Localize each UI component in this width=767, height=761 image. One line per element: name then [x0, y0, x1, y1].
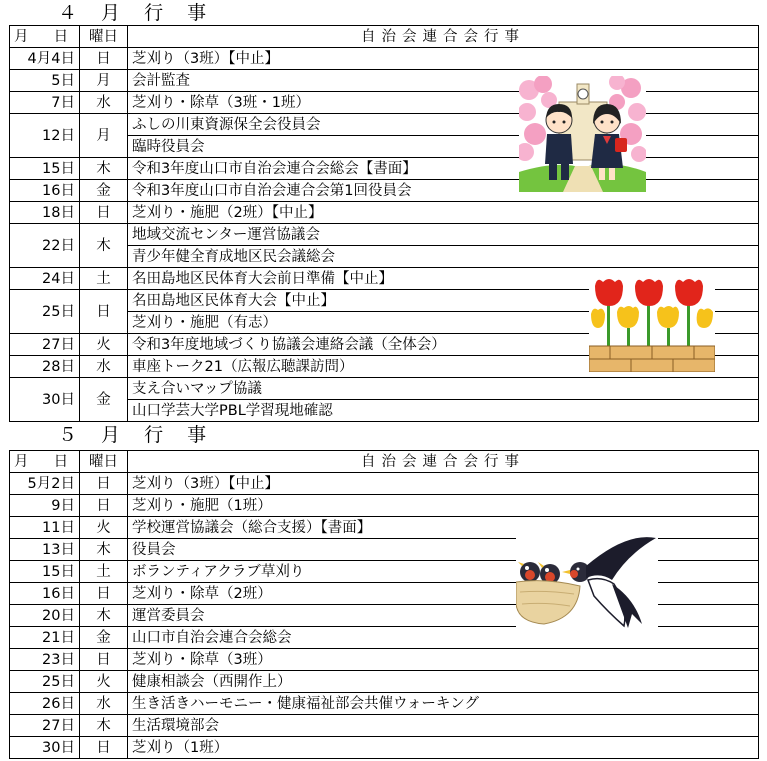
event-cell: 芝刈り・施肥（有志） [128, 312, 759, 334]
header-event: 自治会連合会行事 [128, 451, 759, 473]
weekday-cell: 水 [80, 356, 128, 378]
weekday-cell: 金 [80, 378, 128, 422]
header-date: 月 日 [10, 451, 80, 473]
weekday-cell: 火 [80, 517, 128, 539]
event-cell: 芝刈り・除草（2班） [128, 583, 759, 605]
event-cell: 支え合いマップ協議 [128, 378, 759, 400]
event-cell: 芝刈り（3班）【中止】 [128, 48, 759, 70]
weekday-cell: 日 [80, 48, 128, 70]
weekday-cell: 水 [80, 693, 128, 715]
weekday-cell: 木 [80, 224, 128, 268]
date-cell: 28日 [10, 356, 80, 378]
event-cell: 令和3年度地域づくり協議会連絡会議（全体会） [128, 334, 759, 356]
date-cell: 20日 [10, 605, 80, 627]
weekday-cell: 木 [80, 605, 128, 627]
table-row [10, 715, 759, 737]
table-row [10, 473, 759, 495]
date-cell: 15日 [10, 158, 80, 180]
weekday-cell: 日 [80, 737, 128, 759]
event-cell: 山口市自治会連合会総会 [128, 627, 759, 649]
event-cell: 運営委員会 [128, 605, 759, 627]
school-children-illustration [519, 76, 646, 192]
weekday-cell: 日 [80, 649, 128, 671]
event-cell: ふしの川東資源保全会役員会 [128, 114, 759, 136]
table-row [10, 180, 759, 202]
table-row [10, 495, 759, 517]
weekday-cell: 日 [80, 583, 128, 605]
weekday-cell: 土 [80, 268, 128, 290]
date-cell: 27日 [10, 334, 80, 356]
date-cell: 5日 [10, 70, 80, 92]
table-row [10, 693, 759, 715]
weekday-cell: 金 [80, 180, 128, 202]
weekday-cell: 日 [80, 202, 128, 224]
header-weekday: 曜日 [80, 451, 128, 473]
event-cell: 芝刈り（3班）【中止】 [128, 473, 759, 495]
date-cell: 16日 [10, 583, 80, 605]
weekday-cell: 日 [80, 290, 128, 334]
date-cell: 30日 [10, 737, 80, 759]
weekday-cell: 金 [80, 627, 128, 649]
table-row [10, 737, 759, 759]
event-cell: 地域交流センター運営協議会 [128, 224, 759, 246]
weekday-cell: 土 [80, 561, 128, 583]
date-cell: 25日 [10, 290, 80, 334]
date-cell: 15日 [10, 561, 80, 583]
event-cell: ボランティアクラブ草刈り [128, 561, 759, 583]
event-cell: 名田島地区民体育大会【中止】 [128, 290, 759, 312]
date-cell: 30日 [10, 378, 80, 422]
table-row [10, 92, 759, 114]
table-row [10, 649, 759, 671]
table-row [10, 671, 759, 693]
event-cell: 芝刈り・施肥（2班）【中止】 [128, 202, 759, 224]
event-cell: 青少年健全育成地区民会議総会 [128, 246, 759, 268]
weekday-cell: 木 [80, 158, 128, 180]
weekday-cell: 木 [80, 539, 128, 561]
table-row [10, 114, 759, 136]
table-header-row [10, 26, 759, 48]
event-cell: 芝刈り・施肥（1班） [128, 495, 759, 517]
weekday-cell: 月 [80, 70, 128, 92]
table-row [10, 378, 759, 400]
date-cell: 23日 [10, 649, 80, 671]
table-row [10, 224, 759, 246]
weekday-cell: 月 [80, 114, 128, 158]
table-row [10, 70, 759, 92]
event-cell: 車座トーク21（広報広聴課訪問） [128, 356, 759, 378]
weekday-cell: 火 [80, 671, 128, 693]
event-cell: 健康相談会（西開作上） [128, 671, 759, 693]
date-cell: 7日 [10, 92, 80, 114]
brick-planter-icon [589, 346, 715, 372]
table-row [10, 202, 759, 224]
swallows-illustration [516, 532, 658, 632]
weekday-cell: 木 [80, 715, 128, 737]
date-cell: 25日 [10, 671, 80, 693]
weekday-cell: 火 [80, 334, 128, 356]
event-cell: 生き活きハーモニー・健康福祉部会共催ウォーキング [128, 693, 759, 715]
event-cell: 会計監査 [128, 70, 759, 92]
date-cell: 26日 [10, 693, 80, 715]
table-row [10, 158, 759, 180]
event-cell: 令和3年度山口市自治会連合会総会【書面】 [128, 158, 759, 180]
date-cell: 24日 [10, 268, 80, 290]
date-cell: 9日 [10, 495, 80, 517]
tulips-illustration [589, 276, 715, 372]
event-cell: 山口学芸大学PBL学習現地確認 [128, 400, 759, 422]
date-cell: 13日 [10, 539, 80, 561]
date-cell: 22日 [10, 224, 80, 268]
header-date: 月 日 [10, 26, 80, 48]
event-cell: 令和3年度山口市自治会連合会第1回役員会 [128, 180, 759, 202]
date-cell: 27日 [10, 715, 80, 737]
april-section-title: ４ 月 行 事 [58, 2, 216, 24]
event-cell: 芝刈り（1班） [128, 737, 759, 759]
event-cell: 名田島地区民体育大会前日準備【中止】 [128, 268, 759, 290]
table-row [10, 48, 759, 70]
date-cell: 12日 [10, 114, 80, 158]
may-section-title: ５ 月 行 事 [58, 424, 216, 446]
event-cell: 芝刈り・除草（3班・1班） [128, 92, 759, 114]
event-cell: 学校運営協議会（総合支援）【書面】 [128, 517, 759, 539]
date-cell: 5月2日 [10, 473, 80, 495]
weekday-cell: 日 [80, 473, 128, 495]
weekday-cell: 水 [80, 92, 128, 114]
table-header-row [10, 451, 759, 473]
event-cell: 臨時役員会 [128, 136, 759, 158]
date-cell: 4月4日 [10, 48, 80, 70]
header-weekday: 曜日 [80, 26, 128, 48]
date-cell: 16日 [10, 180, 80, 202]
date-cell: 21日 [10, 627, 80, 649]
event-cell: 生活環境部会 [128, 715, 759, 737]
event-cell: 役員会 [128, 539, 759, 561]
weekday-cell: 日 [80, 495, 128, 517]
date-cell: 11日 [10, 517, 80, 539]
header-event: 自治会連合会行事 [128, 26, 759, 48]
event-cell: 芝刈り・除草（3班） [128, 649, 759, 671]
date-cell: 18日 [10, 202, 80, 224]
